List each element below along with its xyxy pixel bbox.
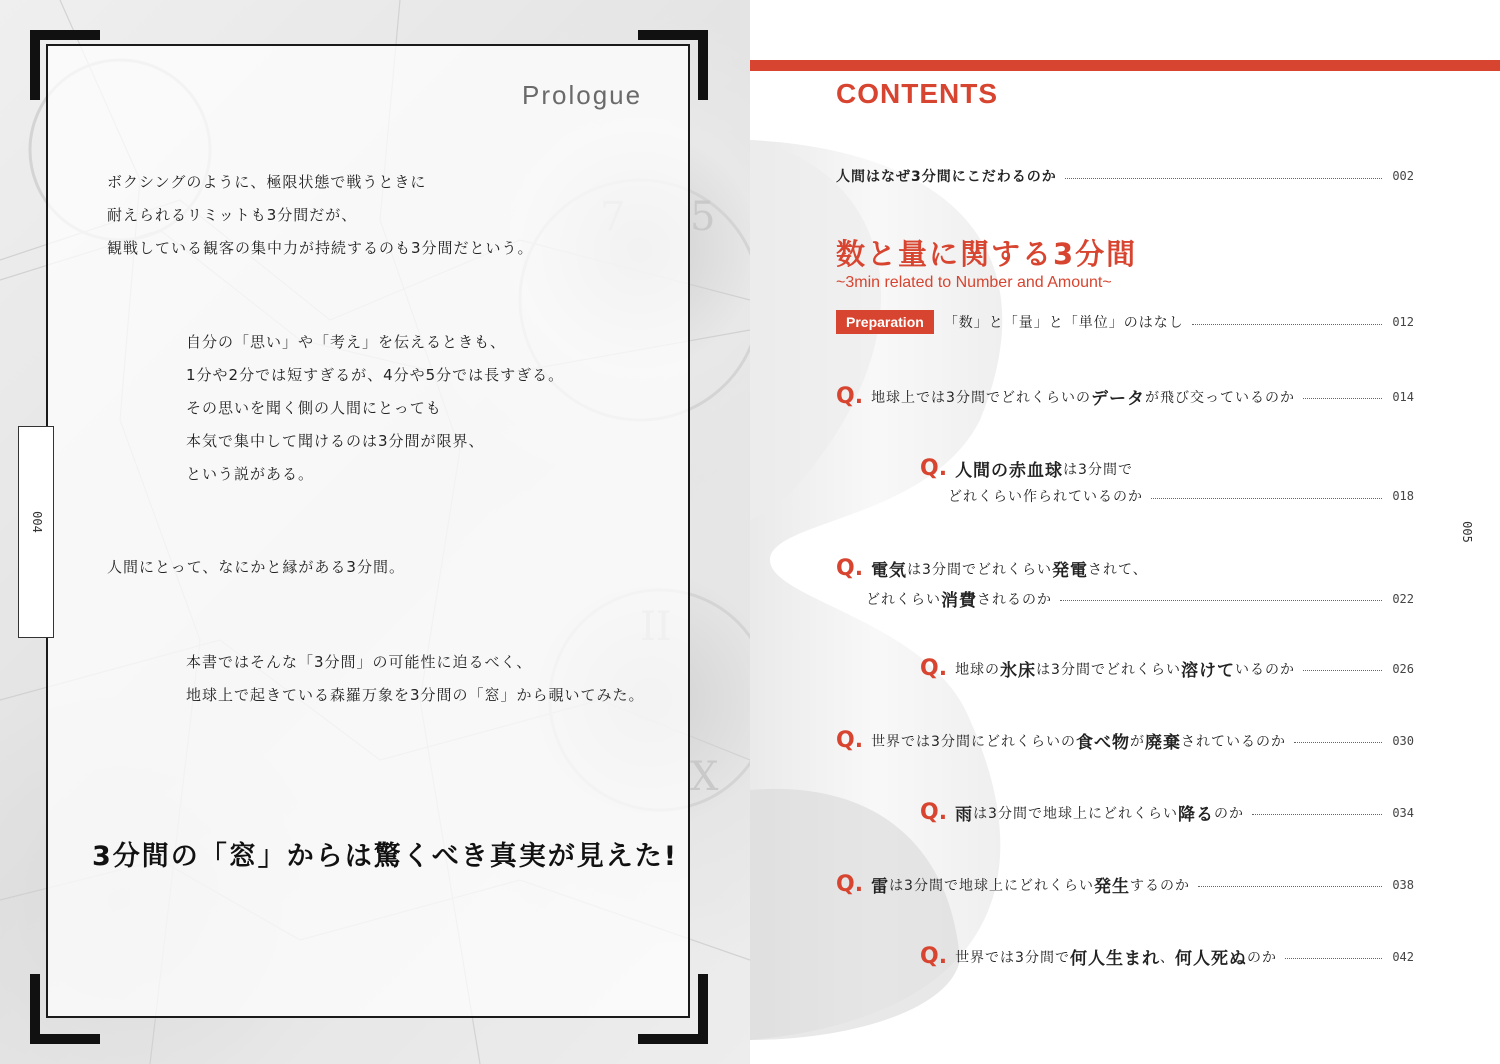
toc-emphasis: 電気	[871, 561, 908, 581]
toc-item[interactable]	[920, 656, 1414, 681]
frame-corner	[638, 974, 708, 1044]
toc-text: 世界では3分間にどれくらいの	[871, 733, 1076, 750]
page-ref: 042	[1392, 949, 1414, 964]
leader-dots	[1252, 814, 1382, 815]
contents-title: CONTENTS	[836, 78, 998, 109]
leader-dots	[1303, 398, 1382, 399]
toc-text: は3分間で	[1063, 461, 1133, 478]
toc-text: のか	[1246, 949, 1277, 966]
text-line: 地球上で起きている森羅万象を3分間の「窓」から覗いてみた。	[186, 686, 645, 704]
right-page	[750, 0, 1500, 1064]
toc-intro[interactable]	[836, 166, 1414, 186]
leader-dots	[1151, 498, 1382, 499]
toc-prep-text: 「数」と「量」と「単位」のはなし	[943, 315, 1184, 331]
toc-emphasis: 食べ物	[1075, 733, 1130, 753]
prologue-title: Prologue	[522, 80, 643, 110]
toc-text: が	[1129, 733, 1145, 750]
toc-text: するのか	[1129, 877, 1190, 894]
toc-text: どれくらい作られているのか	[948, 489, 1143, 505]
toc-emphasis: 何人死ぬ	[1174, 949, 1247, 969]
text-line: 自分の「思い」や「考え」を伝えるときも、	[186, 333, 507, 351]
page-ref: 026	[1392, 661, 1414, 676]
toc-emphasis: 降る	[1177, 805, 1214, 825]
toc-item-continued[interactable]	[866, 586, 1414, 611]
q-marker: Q.	[836, 872, 864, 897]
leader-dots	[1285, 958, 1382, 959]
text-line: 耐えられるリミットも3分間だが、	[107, 206, 358, 224]
prologue-paragraph-2	[186, 326, 564, 491]
page-ref: 014	[1392, 389, 1414, 404]
page-ref: 022	[1392, 591, 1414, 606]
text-line: 人間にとって、なにかと縁がある3分間。	[107, 558, 405, 576]
prologue-paragraph-3	[107, 551, 405, 584]
toc-item[interactable]	[920, 800, 1414, 825]
toc-emphasis: 氷床	[1000, 661, 1037, 681]
toc-text: のか	[1213, 805, 1244, 822]
toc-emphasis: 消費	[941, 591, 977, 611]
toc-item[interactable]	[836, 384, 1414, 409]
toc-text: は3分間でどれくらい	[1036, 661, 1181, 678]
toc-text: 地球の	[955, 661, 1001, 678]
toc-item-continued[interactable]	[948, 486, 1414, 506]
prologue-paragraph-1	[107, 166, 534, 265]
toc-item[interactable]	[920, 944, 1414, 969]
toc-item[interactable]	[836, 872, 1414, 897]
toc-text: 世界では3分間で	[955, 949, 1070, 966]
toc-text: されているのか	[1180, 733, 1286, 750]
frame-corner	[30, 30, 100, 100]
toc-emphasis: 人間の赤血球	[955, 461, 1064, 481]
page-ref: 034	[1392, 805, 1414, 820]
q-marker: Q.	[920, 800, 948, 825]
text-line: という説がある。	[186, 465, 315, 483]
svg-text:X: X	[690, 754, 719, 800]
text-line: 観戦している観客の集中力が持続するのも3分間だという。	[107, 239, 534, 257]
page-number-left: 004	[30, 511, 44, 533]
toc-item[interactable]	[836, 728, 1414, 753]
q-marker: Q.	[836, 384, 864, 409]
leader-dots	[1294, 742, 1382, 743]
toc-emphasis: 発電	[1051, 561, 1088, 581]
q-marker: Q.	[836, 728, 864, 753]
contents-top-bar	[750, 60, 1500, 71]
prologue-paragraph-4	[186, 646, 645, 712]
toc-emphasis: 発生	[1093, 877, 1130, 897]
toc-text: は3分間で地球上にどれくらい	[889, 877, 1094, 894]
toc-text: いるのか	[1234, 661, 1295, 678]
toc-emphasis: 雷	[871, 877, 890, 897]
leader-dots	[1060, 600, 1382, 601]
text-line: 本書ではそんな「3分間」の可能性に迫るべく、	[186, 653, 533, 671]
text-line: その思いを聞く側の人間にとっても	[186, 399, 442, 417]
toc-text: されて、	[1087, 561, 1148, 578]
text-line: 本気で集中して聞けるのは3分間が限界、	[186, 432, 485, 450]
toc-emphasis: 雨	[955, 805, 974, 825]
toc-text: 、	[1159, 949, 1175, 966]
svg-text:5: 5	[690, 194, 716, 240]
toc-emphasis: 何人生まれ	[1069, 949, 1160, 969]
toc-intro-text: 人間はなぜ3分間にこだわるのか	[836, 169, 1057, 185]
q-marker: Q.	[920, 456, 948, 481]
text-line: ボクシングのように、極限状態で戦うときに	[107, 173, 427, 191]
hourglass-background	[750, 0, 1500, 1064]
preparation-badge: Preparation	[836, 310, 934, 334]
toc-emphasis: 廃棄	[1144, 733, 1181, 753]
section-title: 数と量に関する3分間	[836, 237, 1138, 271]
q-marker: Q.	[836, 556, 864, 581]
toc-preparation[interactable]	[836, 310, 1414, 334]
text-line: 1分や2分では短すぎるが、4分や5分では長すぎる。	[186, 366, 565, 384]
toc-item[interactable]	[836, 556, 1148, 581]
prologue-headline: 3分間の「窓」からは驚くべき真実が見えた!	[92, 841, 679, 872]
frame-corner	[30, 974, 100, 1044]
q-marker: Q.	[920, 656, 948, 681]
toc-text: されるのか	[977, 591, 1052, 608]
toc-text: が飛び交っているのか	[1144, 389, 1295, 406]
leader-dots	[1065, 178, 1383, 179]
toc-text: 地球上では3分間でどれくらいの	[871, 389, 1091, 406]
page-ref: 038	[1392, 877, 1414, 892]
toc-text: は3分間で地球上にどれくらい	[973, 805, 1178, 822]
page-ref: 030	[1392, 733, 1414, 748]
page-ref: 002	[1392, 169, 1414, 183]
page-number-right: 005	[1460, 521, 1474, 543]
toc-text: どれくらい	[866, 591, 941, 608]
q-marker: Q.	[920, 944, 948, 969]
leader-dots	[1198, 886, 1382, 887]
leader-dots	[1303, 670, 1382, 671]
page-ref: 018	[1392, 489, 1414, 503]
toc-item[interactable]	[920, 456, 1133, 481]
section-subtitle: ~3min related to Number and Amount~	[836, 274, 1112, 291]
page-ref: 012	[1392, 315, 1414, 329]
frame-corner	[638, 30, 708, 100]
toc-text: は3分間でどれくらい	[907, 561, 1052, 578]
toc-emphasis: データ	[1090, 389, 1145, 409]
leader-dots	[1192, 324, 1383, 325]
toc-emphasis: 溶けて	[1180, 661, 1235, 681]
